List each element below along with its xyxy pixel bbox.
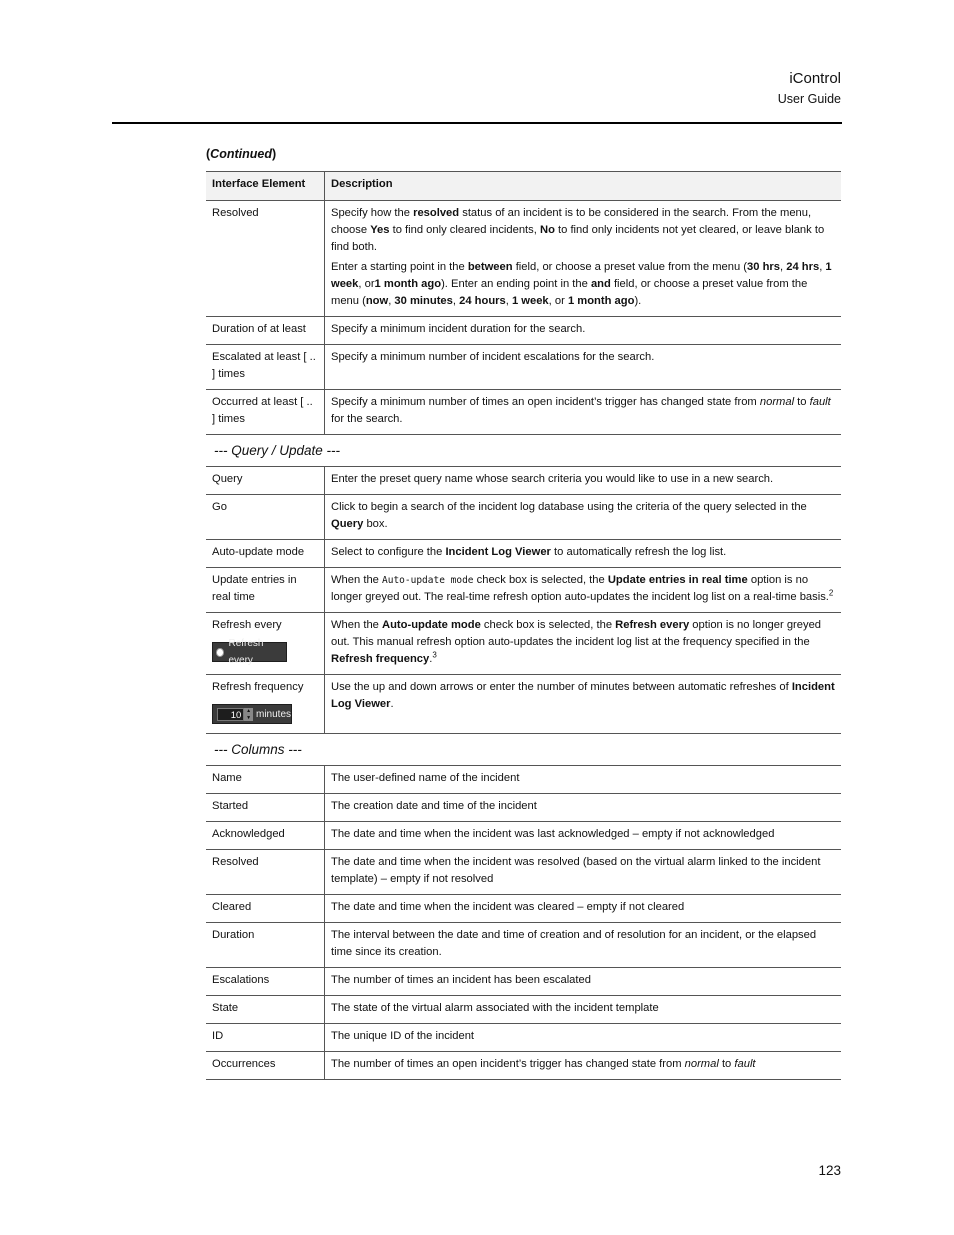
table-row: [206, 317, 841, 345]
row-label: Query: [206, 467, 325, 495]
row-label: [206, 613, 325, 675]
row-label: Duration of at least: [206, 317, 325, 345]
row-desc: The creation date and time of the incident: [325, 794, 842, 822]
frequency-unit: minutes: [255, 708, 291, 720]
table-row: [206, 1024, 841, 1052]
table-row: [206, 1052, 841, 1080]
row-label: Duration: [206, 923, 325, 968]
header-rule: [112, 122, 842, 124]
row-label: Auto-update mode: [206, 540, 325, 568]
row-label: Acknowledged: [206, 822, 325, 850]
refresh-frequency-label: Refresh frequency: [212, 681, 304, 693]
row-desc: The state of the virtual alarm associated with the incident template: [325, 996, 842, 1024]
continued-label: (Continued): [206, 147, 277, 161]
row-desc: When the Auto-update mode check box is selected, the Refresh every option is no longer greyed out. This manual refresh option auto-updates the incident log list at the frequency specified in the Refresh frequency.$^3$: [325, 613, 842, 675]
table-row: [206, 675, 841, 734]
table-row: [206, 613, 841, 675]
radio-icon: [216, 648, 224, 657]
table-row: [206, 850, 841, 895]
header-interface-element: Interface Element: [206, 172, 325, 201]
header-title: iControl: [789, 70, 841, 87]
table-row: [206, 568, 841, 613]
table-row: [206, 540, 841, 568]
row-label: Update entries in real time: [206, 568, 325, 613]
row-desc: The date and time when the incident was cleared – empty if not cleared: [325, 895, 842, 923]
section-columns: --- Columns ---: [206, 734, 841, 766]
table-row: [206, 345, 841, 390]
refresh-every-radio-widget[interactable]: [212, 638, 287, 666]
frequency-input[interactable]: 10: [217, 708, 244, 721]
refresh-frequency-widget: [212, 704, 292, 724]
row-desc: Specify a minimum number of incident escalations for the search.: [325, 345, 842, 390]
table-row: [206, 996, 841, 1024]
table-header-row: [206, 172, 841, 201]
row-label: State: [206, 996, 325, 1024]
table-row: [206, 467, 841, 495]
row-desc: The number of times an open incident’s trigger has changed state from normal to fault: [325, 1052, 842, 1080]
page-number: 123: [818, 1163, 841, 1178]
section-query-update: --- Query / Update ---: [206, 435, 841, 467]
row-desc: The interval between the date and time of creation and of resolution for an incident, or the elapsed time since its creation.: [325, 923, 842, 968]
table-row: [206, 201, 841, 317]
resolved-desc-p1: Specify how the resolved status of an incident is to be considered in the search. From the menu, choose Yes to find only cleared incidents, No to find only incidents not yet cleared, or leave blank to find both.: [331, 207, 825, 253]
row-label: ID: [206, 1024, 325, 1052]
interface-table: [206, 171, 841, 1080]
row-desc: The unique ID of the incident: [325, 1024, 842, 1052]
row-label: Started: [206, 794, 325, 822]
row-label: Occurrences: [206, 1052, 325, 1080]
header-subtitle: User Guide: [777, 92, 841, 106]
row-desc: Enter the preset query name whose search criteria you would like to use in a new search.: [325, 467, 842, 495]
row-desc: The date and time when the incident was resolved (based on the virtual alarm linked to the incident template) – empty if not resolved: [325, 850, 842, 895]
table-row: [206, 495, 841, 540]
table-row: [206, 766, 841, 794]
row-label: Escalated at least [ .. ] times: [206, 345, 325, 390]
table-row: [206, 923, 841, 968]
row-desc: The user-defined name of the incident: [325, 766, 842, 794]
row-desc: Use the up and down arrows or enter the number of minutes between automatic refreshes of Incident Log Viewer.: [325, 675, 842, 734]
table-row: [206, 968, 841, 996]
row-label: Name: [206, 766, 325, 794]
section-row: [206, 435, 841, 467]
resolved-desc-p2: Enter a starting point in the between field, or choose a preset value from the menu (30 hrs, 24 hrs, 1 week, or1 month ago). Enter an ending point in the and field, or choose a preset value from the menu (now, 30 minutes, 24 hours, 1 week, or 1 month ago).: [331, 261, 832, 307]
row-label: Resolved: [206, 201, 325, 317]
row-label: Cleared: [206, 895, 325, 923]
row-label: Escalations: [206, 968, 325, 996]
row-desc: The date and time when the incident was last acknowledged – empty if not acknowledged: [325, 822, 842, 850]
row-desc: Specify a minimum incident duration for the search.: [325, 317, 842, 345]
row-desc: When the Auto-update mode check box is selected, the Update entries in real time option is no longer greyed out. The real-time refresh option auto-updates the incident log list on a real-time basis.$^2$: [325, 568, 842, 613]
row-desc: [325, 201, 842, 317]
table-row: [206, 390, 841, 435]
section-row: [206, 734, 841, 766]
refresh-every-label: Refresh every: [212, 619, 282, 631]
row-desc: Specify a minimum number of times an open incident’s trigger has changed state from normal to fault for the search.: [325, 390, 842, 435]
table-row: [206, 822, 841, 850]
row-desc: The number of times an incident has been escalated: [325, 968, 842, 996]
row-label: Resolved: [206, 850, 325, 895]
spinner-arrows-icon[interactable]: ▲ ▼: [246, 707, 252, 721]
header-description: Description: [325, 172, 842, 201]
row-label: Occurred at least [ .. ] times: [206, 390, 325, 435]
row-desc: Select to configure the Incident Log Viewer to automatically refresh the log list.: [325, 540, 842, 568]
table-row: [206, 794, 841, 822]
row-label: Go: [206, 495, 325, 540]
row-label: [206, 675, 325, 734]
table-row: [206, 895, 841, 923]
row-desc: Click to begin a search of the incident log database using the criteria of the query selected in the Query box.: [325, 495, 842, 540]
refresh-every-widget-label: Refresh every: [228, 638, 264, 666]
